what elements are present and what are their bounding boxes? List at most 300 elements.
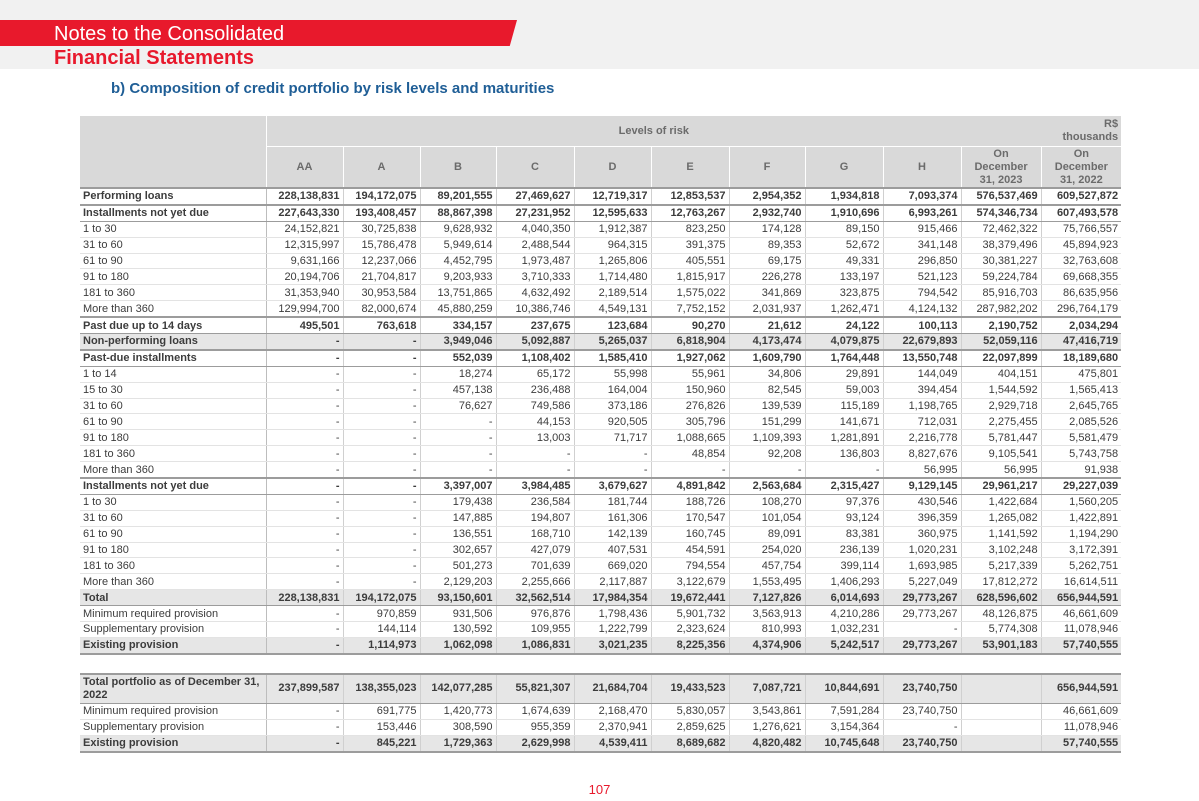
table-cell: 1,422,891 [1041, 510, 1121, 526]
table-cell: - [343, 494, 420, 510]
table-cell: 123,684 [574, 317, 651, 333]
table-cell: 1,088,665 [651, 430, 729, 446]
table-cell: 29,773,267 [883, 637, 961, 653]
table-cell: - [729, 462, 805, 478]
table-cell: 2,034,294 [1041, 317, 1121, 333]
table-cell: 31,353,940 [266, 285, 343, 301]
table-cell: - [266, 430, 343, 446]
table-cell: 18,189,680 [1041, 350, 1121, 366]
table-cell: - [266, 398, 343, 414]
table-cell: 5,743,758 [1041, 446, 1121, 462]
table-cell: 2,031,937 [729, 301, 805, 317]
levels-of-risk-header: Levels of risk [266, 116, 1041, 147]
table-cell: - [266, 735, 343, 751]
table-cell: - [266, 366, 343, 382]
table-cell: 97,376 [805, 494, 883, 510]
table-cell: 1,276,621 [729, 719, 805, 735]
table-cell: 236,488 [496, 382, 574, 398]
table-row [80, 221, 1121, 237]
table-cell: 521,123 [883, 269, 961, 285]
table-cell: 1,194,290 [1041, 526, 1121, 542]
spacer-cell [80, 654, 1121, 674]
row-label: 91 to 180 [80, 542, 266, 558]
table-cell: - [343, 366, 420, 382]
table-cell: 150,960 [651, 382, 729, 398]
table-cell: 2,370,941 [574, 719, 651, 735]
table-cell: - [266, 382, 343, 398]
table-cell: 430,546 [883, 494, 961, 510]
table-row [80, 269, 1121, 285]
table-cell: 46,661,609 [1041, 606, 1121, 622]
table-row [80, 622, 1121, 638]
credit-portfolio-table [80, 116, 1121, 753]
table-cell [961, 703, 1041, 719]
table-cell: 3,122,679 [651, 574, 729, 590]
column-header: B [420, 147, 496, 189]
table-cell: 6,818,904 [651, 334, 729, 350]
table-cell: - [266, 703, 343, 719]
table-cell: 3,154,364 [805, 719, 883, 735]
table-cell: 276,826 [651, 398, 729, 414]
table-cell: 7,127,826 [729, 590, 805, 606]
table-cell: 88,867,398 [420, 205, 496, 221]
table-cell: 226,278 [729, 269, 805, 285]
section-title: b) Composition of credit portfolio by risk levels and maturities [111, 80, 555, 97]
table-row [80, 301, 1121, 317]
table-cell: 2,275,455 [961, 414, 1041, 430]
table-cell: 810,993 [729, 622, 805, 638]
table-cell: 72,462,322 [961, 221, 1041, 237]
table-cell: 9,105,541 [961, 446, 1041, 462]
table-cell: 89,201,555 [420, 188, 496, 205]
table-cell: - [266, 446, 343, 462]
table-cell: 4,040,350 [496, 221, 574, 237]
table-cell: 396,359 [883, 510, 961, 526]
table-cell: 13,751,865 [420, 285, 496, 301]
table-cell: - [420, 414, 496, 430]
row-label: Performing loans [80, 188, 266, 205]
table-row [80, 188, 1121, 205]
column-header: G [805, 147, 883, 189]
table-cell: 5,949,614 [420, 237, 496, 253]
table-cell: - [266, 719, 343, 735]
table-cell: 13,003 [496, 430, 574, 446]
table-cell: 3,172,391 [1041, 542, 1121, 558]
table-cell: 57,740,555 [1041, 735, 1121, 751]
table-cell: 153,446 [343, 719, 420, 735]
table-cell: 115,189 [805, 398, 883, 414]
header-title-line1: Notes to the Consolidated [54, 23, 285, 45]
table-cell: 13,550,748 [883, 350, 961, 366]
row-label: Past-due installments [80, 350, 266, 366]
table-row [80, 510, 1121, 526]
table-cell: - [343, 526, 420, 542]
table-cell: 21,704,817 [343, 269, 420, 285]
table-cell: - [266, 510, 343, 526]
table-cell: 254,020 [729, 542, 805, 558]
column-header: On December 31, 2022 [1041, 147, 1121, 189]
table-cell: 308,590 [420, 719, 496, 735]
row-label: 1 to 30 [80, 221, 266, 237]
table-cell: 142,139 [574, 526, 651, 542]
table-cell: 89,150 [805, 221, 883, 237]
table-row [80, 334, 1121, 350]
row-label: Minimum required provision [80, 703, 266, 719]
table-cell [961, 674, 1041, 704]
table-cell: 628,596,602 [961, 590, 1041, 606]
table-cell: 7,087,721 [729, 674, 805, 704]
table-cell: 5,092,887 [496, 334, 574, 350]
table-cell: 12,315,997 [266, 237, 343, 253]
table-cell: 475,801 [1041, 366, 1121, 382]
row-label: Installments not yet due [80, 205, 266, 221]
table-cell: 323,875 [805, 285, 883, 301]
column-header: AA [266, 147, 343, 189]
table-cell: - [343, 462, 420, 478]
table-cell: 2,488,544 [496, 237, 574, 253]
table-cell: 552,039 [420, 350, 496, 366]
table-cell: 85,916,703 [961, 285, 1041, 301]
table-cell: 341,148 [883, 237, 961, 253]
table-cell: 76,627 [420, 398, 496, 414]
table-cell: 3,021,235 [574, 637, 651, 653]
table-cell: - [883, 719, 961, 735]
table-cell: 4,891,842 [651, 478, 729, 494]
table-cell: - [266, 478, 343, 494]
table-cell: 193,408,457 [343, 205, 420, 221]
table-cell: 83,381 [805, 526, 883, 542]
table-cell: 8,827,676 [883, 446, 961, 462]
table-cell: 20,194,706 [266, 269, 343, 285]
table-cell: 2,315,427 [805, 478, 883, 494]
table-cell: 55,821,307 [496, 674, 574, 704]
row-label: More than 360 [80, 462, 266, 478]
table-cell: 1,114,973 [343, 637, 420, 653]
table-cell: 1,222,799 [574, 622, 651, 638]
table-cell: - [266, 542, 343, 558]
table-cell: 188,726 [651, 494, 729, 510]
table-cell: 30,725,838 [343, 221, 420, 237]
table-cell: 168,710 [496, 526, 574, 542]
table-cell: 3,397,007 [420, 478, 496, 494]
table-cell: 2,117,887 [574, 574, 651, 590]
table-cell: 23,740,750 [883, 735, 961, 751]
table-cell: 93,124 [805, 510, 883, 526]
row-label: Installments not yet due [80, 478, 266, 494]
header-title-line2: Financial Statements [54, 47, 255, 69]
table-cell: 55,961 [651, 366, 729, 382]
table-cell: 407,531 [574, 542, 651, 558]
table-cell: - [343, 430, 420, 446]
table-cell: - [496, 462, 574, 478]
table-cell: 3,102,248 [961, 542, 1041, 558]
table-cell: 21,684,704 [574, 674, 651, 704]
table-cell: 1,910,696 [805, 205, 883, 221]
table-cell: 170,547 [651, 510, 729, 526]
table-cell: 16,614,511 [1041, 574, 1121, 590]
table-cell: 10,386,746 [496, 301, 574, 317]
table-cell: 1,406,293 [805, 574, 883, 590]
table-cell: 1,020,231 [883, 542, 961, 558]
row-label: Total portfolio as of December 31, 2022 [80, 674, 266, 704]
table-cell: 1,553,495 [729, 574, 805, 590]
table-cell: 11,078,946 [1041, 622, 1121, 638]
table-cell: 34,806 [729, 366, 805, 382]
row-label: 15 to 30 [80, 382, 266, 398]
table-cell: 179,438 [420, 494, 496, 510]
table-cell: 2,085,526 [1041, 414, 1121, 430]
table-cell: - [343, 414, 420, 430]
table-cell: 5,242,517 [805, 637, 883, 653]
table-row [80, 674, 1121, 704]
table-cell: 136,551 [420, 526, 496, 542]
table-cell: 296,764,179 [1041, 301, 1121, 317]
table-cell: 194,172,075 [343, 590, 420, 606]
table-row [80, 366, 1121, 382]
table-cell: 931,506 [420, 606, 496, 622]
row-label: Non-performing loans [80, 334, 266, 350]
table-cell: - [266, 574, 343, 590]
table-cell: 151,299 [729, 414, 805, 430]
table-cell: 5,227,049 [883, 574, 961, 590]
table-cell: 17,812,272 [961, 574, 1041, 590]
column-header: D [574, 147, 651, 189]
table-cell: 6,993,261 [883, 205, 961, 221]
table-row [80, 703, 1121, 719]
table-cell: 59,224,784 [961, 269, 1041, 285]
table-cell: 139,539 [729, 398, 805, 414]
column-header: E [651, 147, 729, 189]
table-cell: 1,141,592 [961, 526, 1041, 542]
table-cell: 24,122 [805, 317, 883, 333]
row-label: 181 to 360 [80, 285, 266, 301]
table-cell: 1,815,917 [651, 269, 729, 285]
table-cell: 49,331 [805, 253, 883, 269]
table-cell: 138,355,023 [343, 674, 420, 704]
table-cell: 5,265,037 [574, 334, 651, 350]
page-number: 107 [588, 782, 611, 797]
table-cell: 574,346,734 [961, 205, 1041, 221]
table-cell: 1,585,410 [574, 350, 651, 366]
table-cell: 3,984,485 [496, 478, 574, 494]
table-cell [961, 735, 1041, 751]
table-cell: 2,629,998 [496, 735, 574, 751]
table-cell: 1,560,205 [1041, 494, 1121, 510]
table-cell: - [420, 430, 496, 446]
table-cell: 108,270 [729, 494, 805, 510]
row-label: 1 to 14 [80, 366, 266, 382]
table-cell: 656,944,591 [1041, 590, 1121, 606]
table-cell: 12,853,537 [651, 188, 729, 205]
table-cell: 142,077,285 [420, 674, 496, 704]
table-cell: 19,433,523 [651, 674, 729, 704]
table-cell: 970,859 [343, 606, 420, 622]
table-cell: - [343, 350, 420, 366]
table-cell: 12,237,066 [343, 253, 420, 269]
table-cell: 23,740,750 [883, 674, 961, 704]
table-cell: 161,306 [574, 510, 651, 526]
table-cell: - [343, 510, 420, 526]
table-cell: 405,551 [651, 253, 729, 269]
table-cell: 701,639 [496, 558, 574, 574]
table-cell: 228,138,831 [266, 188, 343, 205]
column-header: H [883, 147, 961, 189]
table-cell: 302,657 [420, 542, 496, 558]
table-cell: 2,129,203 [420, 574, 496, 590]
table-row [80, 253, 1121, 269]
table-cell: 2,255,666 [496, 574, 574, 590]
table-cell: 18,274 [420, 366, 496, 382]
table-cell: 427,079 [496, 542, 574, 558]
table-cell: 712,031 [883, 414, 961, 430]
row-label: 61 to 90 [80, 526, 266, 542]
table-cell: 794,542 [883, 285, 961, 301]
row-label: 181 to 360 [80, 446, 266, 462]
table-cell: 669,020 [574, 558, 651, 574]
table-cell: 38,379,496 [961, 237, 1041, 253]
table-cell: 4,124,132 [883, 301, 961, 317]
row-label: 1 to 30 [80, 494, 266, 510]
table-cell: 1,714,480 [574, 269, 651, 285]
row-label: 31 to 60 [80, 398, 266, 414]
table-cell: 46,661,609 [1041, 703, 1121, 719]
table-cell: 6,014,693 [805, 590, 883, 606]
table-row [80, 414, 1121, 430]
table-cell: 174,128 [729, 221, 805, 237]
table-cell: - [343, 558, 420, 574]
table-cell: 609,527,872 [1041, 188, 1121, 205]
table-cell: 287,982,202 [961, 301, 1041, 317]
table-cell: 29,227,039 [1041, 478, 1121, 494]
table-cell: 607,493,578 [1041, 205, 1121, 221]
table-cell: 9,628,932 [420, 221, 496, 237]
table-cell: 656,944,591 [1041, 674, 1121, 704]
table-cell: 92,208 [729, 446, 805, 462]
table-cell: 2,216,778 [883, 430, 961, 446]
table-cell: 89,353 [729, 237, 805, 253]
table-cell: 4,452,795 [420, 253, 496, 269]
table-cell: 69,668,355 [1041, 269, 1121, 285]
table-cell: 2,645,765 [1041, 398, 1121, 414]
table-cell: 71,717 [574, 430, 651, 446]
table-cell: 86,635,956 [1041, 285, 1121, 301]
credit-portfolio-table-wrap [80, 116, 1121, 753]
table-cell: 82,545 [729, 382, 805, 398]
table-row [80, 382, 1121, 398]
table-cell: 457,138 [420, 382, 496, 398]
table-cell: 399,114 [805, 558, 883, 574]
row-label: More than 360 [80, 301, 266, 317]
table-row [80, 574, 1121, 590]
table-cell: 52,059,116 [961, 334, 1041, 350]
table-cell: 8,225,356 [651, 637, 729, 653]
header-corner-cell [80, 116, 266, 188]
table-row [80, 205, 1121, 221]
table-cell: 19,672,441 [651, 590, 729, 606]
table-cell: - [343, 478, 420, 494]
table-cell: 8,689,682 [651, 735, 729, 751]
column-header: A [343, 147, 420, 189]
table-cell: 53,901,183 [961, 637, 1041, 653]
table-cell: 91,938 [1041, 462, 1121, 478]
table-cell: 1,565,413 [1041, 382, 1121, 398]
table-cell: 10,745,648 [805, 735, 883, 751]
table-cell: 237,675 [496, 317, 574, 333]
table-cell: 12,763,267 [651, 205, 729, 221]
table-cell: 181,744 [574, 494, 651, 510]
table-body [80, 188, 1121, 752]
table-cell: 56,995 [883, 462, 961, 478]
table-cell: 12,719,317 [574, 188, 651, 205]
table-row [80, 558, 1121, 574]
table-cell: 2,859,625 [651, 719, 729, 735]
table-cell: 136,803 [805, 446, 883, 462]
table-cell: 4,374,906 [729, 637, 805, 653]
table-cell: 1,674,639 [496, 703, 574, 719]
table-cell: 29,891 [805, 366, 883, 382]
table-cell: 82,000,674 [343, 301, 420, 317]
table-cell: 130,592 [420, 622, 496, 638]
table-cell: 1,693,985 [883, 558, 961, 574]
table-cell: 1,032,231 [805, 622, 883, 638]
table-cell: 9,129,145 [883, 478, 961, 494]
table-cell: 194,807 [496, 510, 574, 526]
table-cell: 100,113 [883, 317, 961, 333]
table-cell: 1,973,487 [496, 253, 574, 269]
table-cell: 391,375 [651, 237, 729, 253]
table-cell: 7,752,152 [651, 301, 729, 317]
table-row [80, 398, 1121, 414]
table-cell: 24,152,821 [266, 221, 343, 237]
table-cell: - [266, 558, 343, 574]
table-cell: 763,618 [343, 317, 420, 333]
table-cell: 1,798,436 [574, 606, 651, 622]
table-cell: 5,217,339 [961, 558, 1041, 574]
table-cell: 2,323,624 [651, 622, 729, 638]
table-cell: 5,830,057 [651, 703, 729, 719]
table-cell: - [266, 462, 343, 478]
table-cell: 59,003 [805, 382, 883, 398]
table-cell: - [266, 414, 343, 430]
row-label: 91 to 180 [80, 430, 266, 446]
table-cell: 22,679,893 [883, 334, 961, 350]
table-cell: 57,740,555 [1041, 637, 1121, 653]
table-cell: 2,932,740 [729, 205, 805, 221]
table-cell: 1,265,082 [961, 510, 1041, 526]
table-cell: 89,091 [729, 526, 805, 542]
table-cell: 21,612 [729, 317, 805, 333]
table-row [80, 462, 1121, 478]
row-label: Past due up to 14 days [80, 317, 266, 333]
table-cell: 129,994,700 [266, 301, 343, 317]
row-label: 31 to 60 [80, 237, 266, 253]
table-cell: 1,544,592 [961, 382, 1041, 398]
table-row [80, 637, 1121, 653]
table-cell: 495,501 [266, 317, 343, 333]
table-cell: 1,086,831 [496, 637, 574, 653]
table-cell: 334,157 [420, 317, 496, 333]
table-cell: 75,766,557 [1041, 221, 1121, 237]
table-cell: 7,093,374 [883, 188, 961, 205]
table-cell: 160,745 [651, 526, 729, 542]
table-cell: 3,949,046 [420, 334, 496, 350]
table-cell: 29,961,217 [961, 478, 1041, 494]
table-cell: 2,929,718 [961, 398, 1041, 414]
table-cell: - [343, 398, 420, 414]
table-cell: 5,262,751 [1041, 558, 1121, 574]
table-cell: - [805, 462, 883, 478]
table-cell: - [343, 334, 420, 350]
